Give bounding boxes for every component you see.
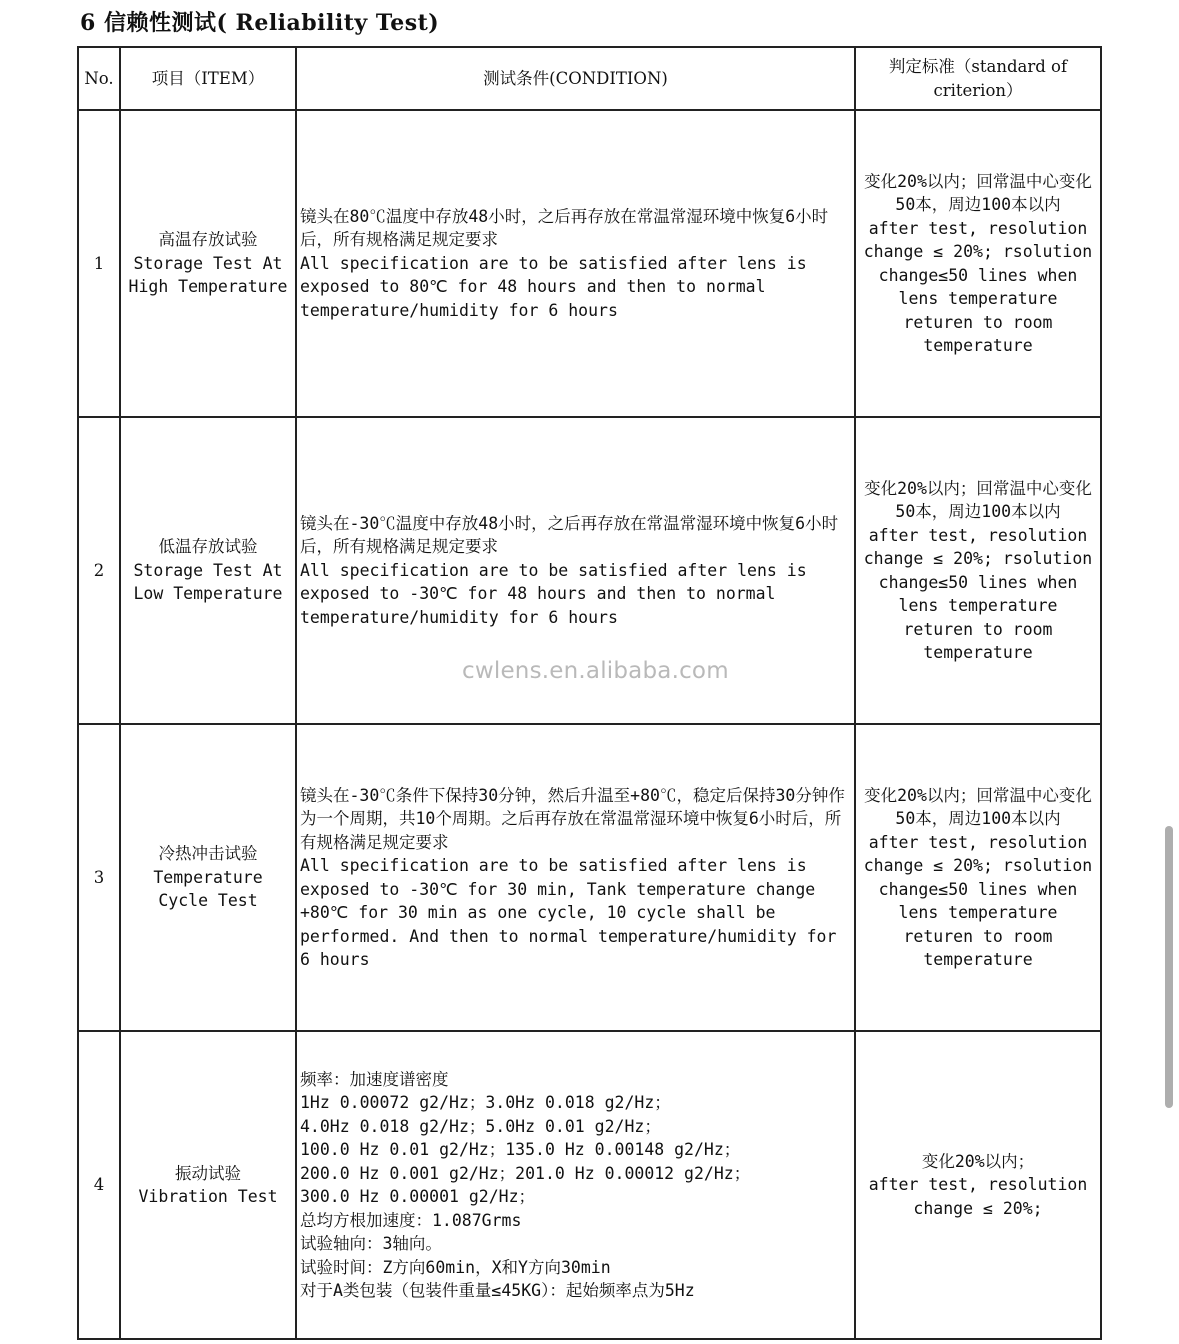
item-en: Storage Test At Low Temperature xyxy=(133,560,283,604)
header-condition: 测试条件(CONDITION) xyxy=(296,47,855,110)
row-item xyxy=(120,724,296,1031)
row-item xyxy=(120,1031,296,1339)
row-criterion: 变化20%以内；回常温中心变化50本，周边100本以内 after test, resolution change ≤ 20%; rsolution change≤50 lines when lens temperature returen to room temperature xyxy=(855,417,1101,724)
scrollbar-thumb[interactable] xyxy=(1165,826,1173,1108)
table-row xyxy=(78,1031,1101,1339)
header-no: No. xyxy=(78,47,120,110)
item-en: Temperature Cycle Test xyxy=(153,867,263,911)
row-condition: 镜头在80℃温度中存放48小时，之后再存放在常温常湿环境中恢复6小时后，所有规格满足规定要求 All specification are to be satisfied after lens is exposed to 80℃ for 48 hours and then to normal temperature/humidity for 6 hours xyxy=(296,110,855,417)
row-condition: 频率：加速度谱密度 1Hz 0.00072 g2/Hz；3.0Hz 0.018 g2/Hz； 4.0Hz 0.018 g2/Hz；5.0Hz 0.01 g2/Hz； 100.0 Hz 0.01 g2/Hz；135.0 Hz 0.00148 g2/Hz； 200.0 Hz 0.001 g2/Hz；201.0 Hz 0.00012 g2/Hz； 300.0 Hz 0.00001 g2/Hz； 总均方根加速度：1.087Grms 试验轴向：3轴向。 试验时间：Z方向60min，X和Y方向30min 对于A类包装（包装件重量≤45KG）：起始频率点为5Hz xyxy=(296,1031,855,1339)
item-cn: 高温存放试验 xyxy=(158,230,258,250)
section-heading: 6 信赖性测试( Reliability Test) xyxy=(80,10,440,36)
row-no: 4 xyxy=(78,1031,120,1339)
row-no: 3 xyxy=(78,724,120,1031)
header-row xyxy=(78,47,1101,110)
row-criterion: 变化20%以内；回常温中心变化50本，周边100本以内 after test, resolution change ≤ 20%; rsolution change≤50 lines when lens temperature returen to room temperature xyxy=(855,110,1101,417)
table-row xyxy=(78,110,1101,417)
row-criterion: 变化20%以内；回常温中心变化50本，周边100本以内 after test, resolution change ≤ 20%; rsolution change≤50 lines when lens temperature returen to room temperature xyxy=(855,724,1101,1031)
row-condition: 镜头在-30℃条件下保持30分钟，然后升温至+80℃，稳定后保持30分钟作为一个周期，共10个周期。之后再存放在常温常湿环境中恢复6小时后，所有规格满足规定要求 All specification are to be satisfied after lens is exposed to -30℃ for 30 min, Tank temperature change +80℃ for 30 min as one cycle, 10 cycle shall be performed. And then to normal temperature/humidity for 6 hours xyxy=(296,724,855,1031)
row-item xyxy=(120,110,296,417)
item-cn: 低温存放试验 xyxy=(158,537,258,557)
item-cn: 冷热冲击试验 xyxy=(158,844,258,864)
row-no: 2 xyxy=(78,417,120,724)
row-criterion: 变化20%以内； after test, resolution change ≤ 20%; xyxy=(855,1031,1101,1339)
header-criterion: 判定标准（standard of criterion） xyxy=(855,47,1101,110)
item-cn: 振动试验 xyxy=(175,1163,241,1183)
row-condition: 镜头在-30℃温度中存放48小时，之后再存放在常温常湿环境中恢复6小时后，所有规格满足规定要求 All specification are to be satisfied after lens is exposed to -30℃ for 48 hours and then to normal temperature/humidity for 6 hours xyxy=(296,417,855,724)
header-item: 项目（ITEM） xyxy=(120,47,296,110)
row-item xyxy=(120,417,296,724)
item-en: Vibration Test xyxy=(138,1187,278,1206)
table-row xyxy=(78,724,1101,1031)
row-no: 1 xyxy=(78,110,120,417)
item-en: Storage Test At High Temperature xyxy=(128,253,288,297)
reliability-test-table xyxy=(77,46,1102,1340)
watermark: cwlens.en.alibaba.com xyxy=(462,658,729,684)
